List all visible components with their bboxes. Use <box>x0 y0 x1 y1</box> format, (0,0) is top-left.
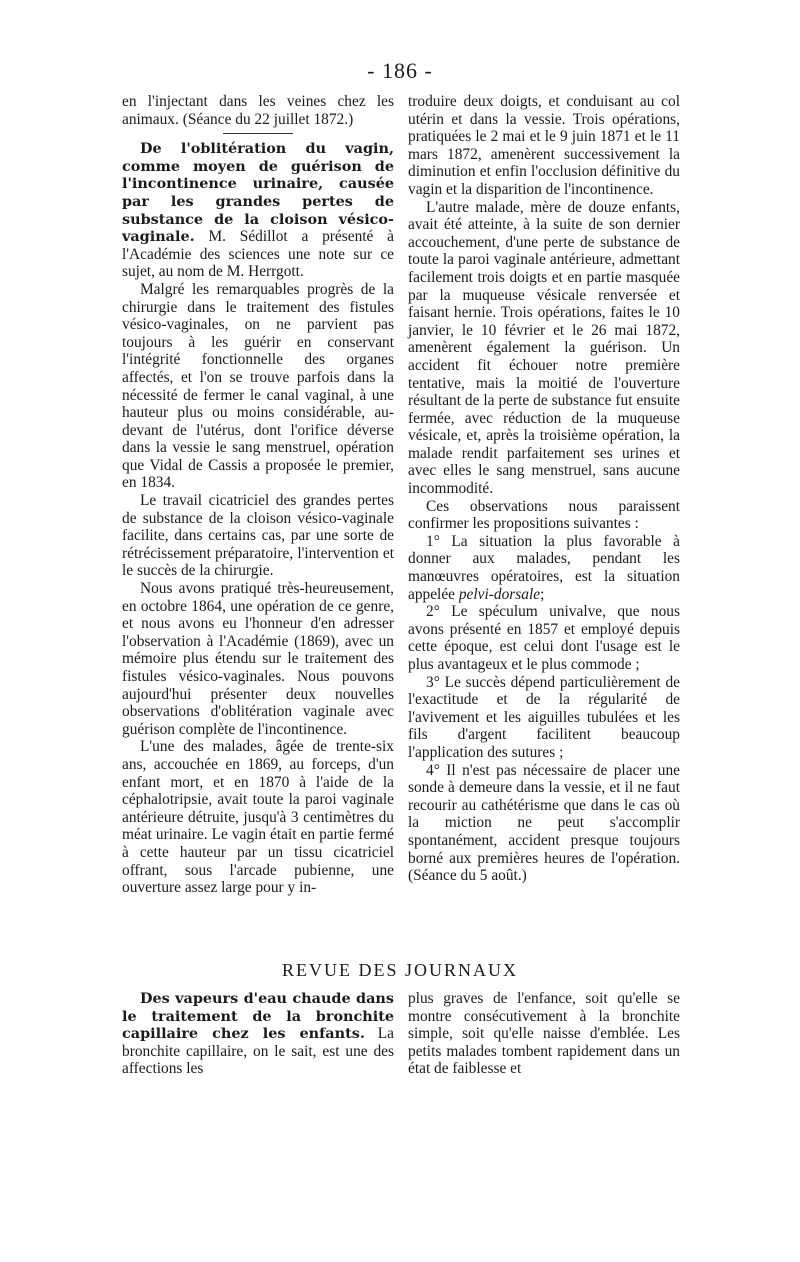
article-title: Des vapeurs d'eau chaude dans le traitement de la bronchite capillaire chez les enfants. <box>122 990 394 1043</box>
paragraph: Nous avons pratiqué très-heureusement, en octobre 1864, une opération de ce genre, et nous avons eu l'honneur d'en adresser l'observation à l'Académie (1869), avec un mémoire plus étendu sur le traitement des fistules vésico-vaginales. Nous pouvons aujourd'hui présenter deux nouvelles observations d'oblitération vaginale avec guérison complète de l'incontinence. <box>122 580 394 738</box>
paragraph: Le travail cicatriciel des grandes pertes de substance de la cloison vésico-vaginale facilite, dans certains cas, par une sorte de rétrécissement préparatoire, l'intervention et le succès de la chirurgie. <box>122 492 394 580</box>
paragraph: Malgré les remarquables progrès de la chirurgie dans le traitement des fistules vésico-vaginales, on ne parvient pas toujours à les guérir en conservant l'intégrité fonctionnelle des organes affectés, et l'on se trouve parfois dans la nécessité de fermer le canal vaginal, à une hauteur plus ou moins considérable, au-devant de l'utérus, dont l'orifice déverse dans la vessie le sang menstruel, opération que Vidal de Cassis a proposée le premier, en 1834. <box>122 280 394 492</box>
paragraph-continuation: troduire deux doigts, et conduisant au col utérin et dans la vessie. Trois opérations, pratiquées le 2 mai et le 9 juin 1871 et le 11 mars 1872, amenèrent successivement la diminution et enfin l'occlusion définitive du vagin et la disparition de l'incontinence. <box>408 93 680 198</box>
article-separator-rule <box>223 133 293 134</box>
proposition-italic-term: pelvi-dorsale <box>458 585 541 603</box>
section-title: REVUE DES JOURNAUX <box>281 960 518 980</box>
article-heading-paragraph <box>122 990 394 1078</box>
proposition-item: 3° Le succès dépend particulièrement de l'exactitude et de la régularité de l'avivement et les aiguilles tubulées et les fils d'argent facilitent beaucoup l'application des sutures ; <box>408 673 680 761</box>
page-number: - 186 - <box>367 58 433 83</box>
proposition-text: 1° La situation la plus favorable à donner aux malades, pendant les manœuvres opératoires, est la situation appelée <box>408 532 680 603</box>
article-heading-paragraph <box>122 140 394 281</box>
paragraph: Ces observations nous paraissent confirmer les propositions suivantes : <box>408 497 680 533</box>
paragraph-continuation: plus graves de l'enfance, soit qu'elle se montre consécutivement à la bronchite simple, soit qu'elle naisse d'emblée. Les petits malades tombent rapidement dans un état de faiblesse et <box>408 990 680 1078</box>
article-title: De l'oblitération du vagin, comme moyen de guérison de l'incontinence urinaire, causée par les grandes pertes de substance de la cloison vésico-vaginale. <box>122 140 394 246</box>
article-text: La bronchite capillaire, on le sait, est une des affections les <box>122 1025 394 1078</box>
left-column-top <box>122 93 394 897</box>
paragraph: L'une des malades, âgée de trente-six ans, accouchée en 1869, au forceps, d'un enfant mort, et en 1870 à l'aide de la céphalotripsie, avait toute la paroi vaginale antérieure détruite, jusqu'à 3 centimètres du méat urinaire. Le vagin était en partie fermé à cette hauteur par un tissu cicatriciel offrant, sous l'arcade pubienne, une ouverture assez large pour y in- <box>122 738 394 897</box>
article-intro: M. Sédillot a présenté à l'Académie des sciences une note sur ce sujet, au nom de M. Herrgott. <box>122 228 394 281</box>
proposition-item <box>408 533 680 603</box>
proposition-item: 2° Le spéculum univalve, que nous avons présenté en 1857 et employé depuis cette époque, est celui dont l'usage est le plus avantageux et le plus commode ; <box>408 603 680 673</box>
proposition-end: ; <box>540 585 545 603</box>
proposition-item: 4° Il n'est pas nécessaire de placer une sonde à demeure dans la vessie, et il ne faut recourir au cathétérisme que dans le cas où la miction ne peut s'accomplir spontanément, accident presque toujours borné aux premières heures de l'opération. (Séance du 5 août.) <box>408 761 680 885</box>
right-column-top <box>408 93 680 885</box>
paragraph-continuation: en l'injectant dans les veines chez les animaux. (Séance du 22 juillet 1872.) <box>122 93 394 128</box>
right-column-bottom <box>408 990 680 1078</box>
left-column-bottom <box>122 990 394 1078</box>
paragraph: L'autre malade, mère de douze enfants, avait été atteinte, à la suite de son dernier accouchement, d'une perte de substance de toute la paroi vaginale antérieure, admettant facilement trois doigts et en partie masquée par la muqueuse vésicale renversée et faisant hernie. Trois opérations, faites le 10 janvier, le 10 février et le 26 mai 1872, amenèrent également la guérison. Un accident fit échouer notre première tentative, mais la moitié de l'ouverture résultant de la perte de substance fut ensuite fermée, avec réduction de la muqueuse vésicale, et, après la troisième opération, la malade rendit parfaitement ses urines et avec elles le sang menstruel, sans aucune incommodité. <box>408 198 680 498</box>
